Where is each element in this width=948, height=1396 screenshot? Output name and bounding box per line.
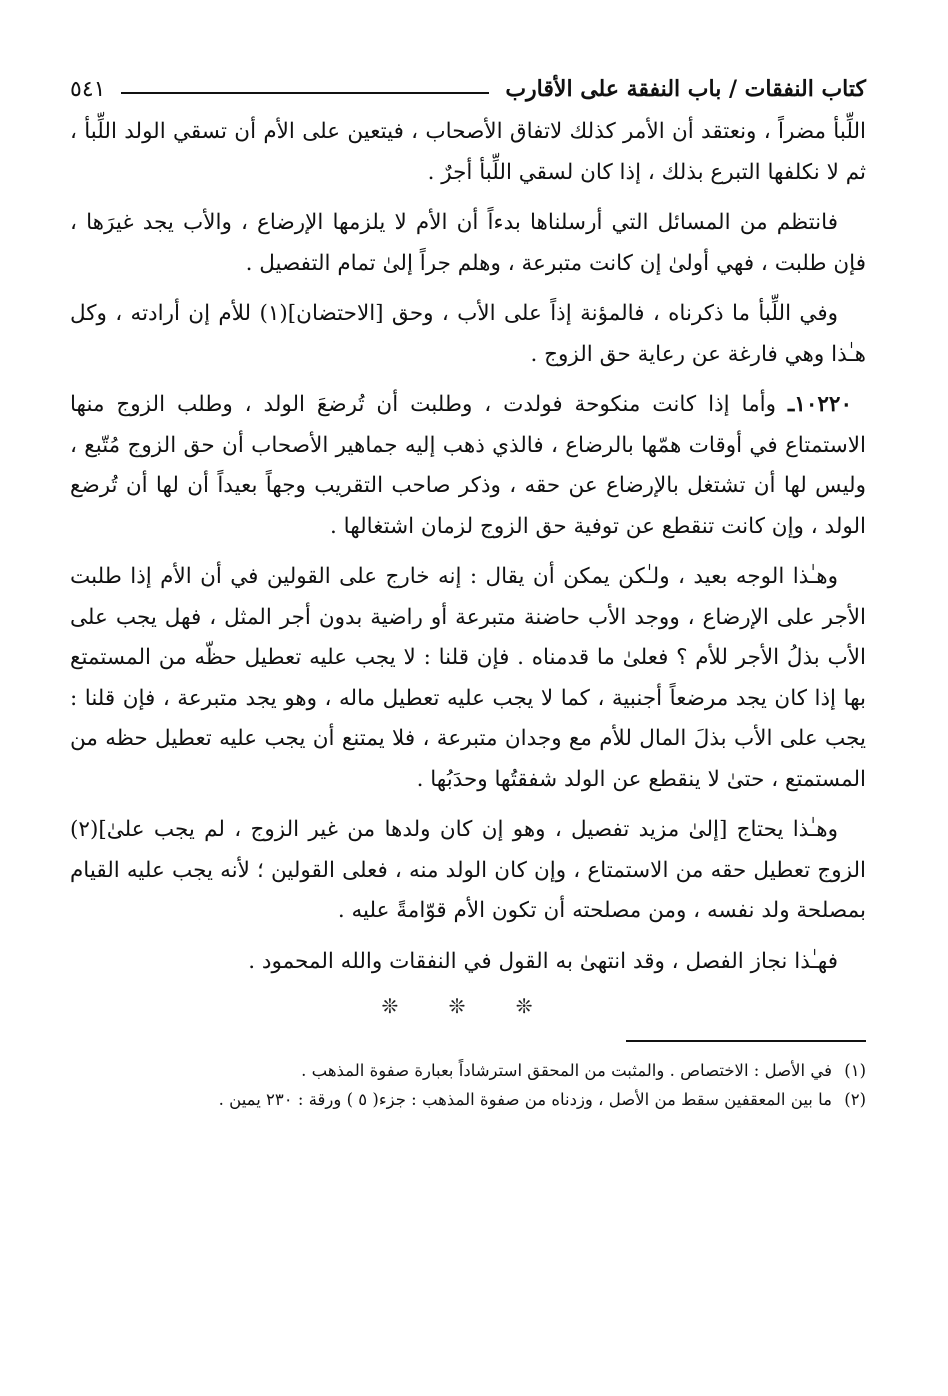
footnotes <box>70 1056 866 1114</box>
paragraph: فهـٰذا نجاز الفصل ، وقد انتهىٰ به القول في النفقات والله المحمود . <box>248 948 838 974</box>
section-separator: ❊ ❊ ❊ <box>381 994 555 1018</box>
page-number: ٥٤١ <box>70 76 106 102</box>
paragraph: وفي اللِّبأ ما ذكرناه ، فالمؤنة إذاً على الأب ، وحق [الاحتضان](١) للأم إن أرادته ، وكل هـٰذا وهي فارغة عن رعاية حق الزوج . <box>70 301 866 367</box>
issue-number: ١٠٢٢٠ـ <box>787 392 853 417</box>
footnote <box>70 1056 866 1085</box>
footnote-text: ما بين المعقفين سقط من الأصل ، وزدناه من صفوة المذهب : جزء( ٥ ) ورقة : ٢٣٠ يمين . <box>218 1090 832 1109</box>
footnote-text: في الأصل : الاختصاص . والمثبت من المحقق استرشاداً بعبارة صفوة المذهب . <box>301 1061 832 1080</box>
numbered-paragraph <box>70 385 866 547</box>
footnote-mark: (٢) <box>844 1090 866 1109</box>
book-page <box>70 66 866 1114</box>
paragraph-text: وأما إذا كانت منكوحة فولدت ، وطلبت أن تُرضعَ الولد ، وطلب الزوج منها الاستمتاع في أوقات همّها بالرضاع ، فالذي ذهب إليه جماهير الأصحاب أن حق الزوج مُتّبع ، وليس لها أن تشتغل بالإرضاع عن حقه ، وذكر صاحب التقريب وجهاً بعيداً أن لها أن تُرضع الولد ، وإن كانت تنقطع عن توفية حق الزوج لزمان اشتغالها . <box>70 392 866 539</box>
running-header-title: كتاب النفقات / باب النفقة على الأقارب <box>505 76 866 102</box>
paragraph: اللِّبأ مضراً ، ونعتقد أن الأمر كذلك لاتفاق الأصحاب ، فيتعين على الأم أن تسقي الولد اللِّبأ ، ثم لا نكلفها التبرع بذلك ، إذا كان لسقي اللِّبأ أجرٌ . <box>70 119 866 185</box>
header-rule <box>121 92 489 94</box>
paragraph: فانتظم من المسائل التي أرسلناها بدءاً أن الأم لا يلزمها الإرضاع ، والأب يجد غيرَها ، فإن طلبت ، فهي أولىٰ إن كانت متبرعة ، وهلم جراً إلىٰ تمام التفصيل . <box>70 210 866 276</box>
footnote-mark: (١) <box>844 1061 866 1080</box>
footnote <box>70 1085 866 1114</box>
footnote-rule <box>626 1040 866 1042</box>
body-text <box>70 112 866 982</box>
paragraph: وهـٰذا الوجه بعيد ، ولـٰكن يمكن أن يقال : إنه خارج على القولين في أن الأم إذا طلبت الأجر على الإرضاع ، ووجد الأب حاضنة متبرعة أو راضية بدون أجر المثل ، فهل يجب على الأب بذلُ الأجر للأم ؟ فعلىٰ ما قدمناه . فإن قلنا : لا يجب عليه تعطيل حظّه من المستمتع بها إذا كان يجد مرضعاً أجنبية ، كما لا يجب عليه تعطيل ماله ، وهو يجد متبرعة ، فإن قلنا : يجب على الأب بذلَ المال للأم مع وجدان متبرعة ، فلا يمتنع أن يجب عليه تعطيل حظه من المستمتع ، حتىٰ لا ينقطع عن الولد شفقتُها وحدَبُها . <box>70 564 866 792</box>
paragraph: وهـٰذا يحتاج [إلىٰ مزيد تفصيل ، وهو إن كان ولدها من غير الزوج ، لم يجب علىٰ](٢) الزوج تعطيل حقه من الاستمتاع ، وإن كان الولد منه ، فعلى القولين ؛ لأنه يجب عليه القيام بمصلحة ولد نفسه ، ومن مصلحته أن تكون الأم قوّامةً عليه . <box>70 817 866 923</box>
running-header <box>70 66 866 112</box>
